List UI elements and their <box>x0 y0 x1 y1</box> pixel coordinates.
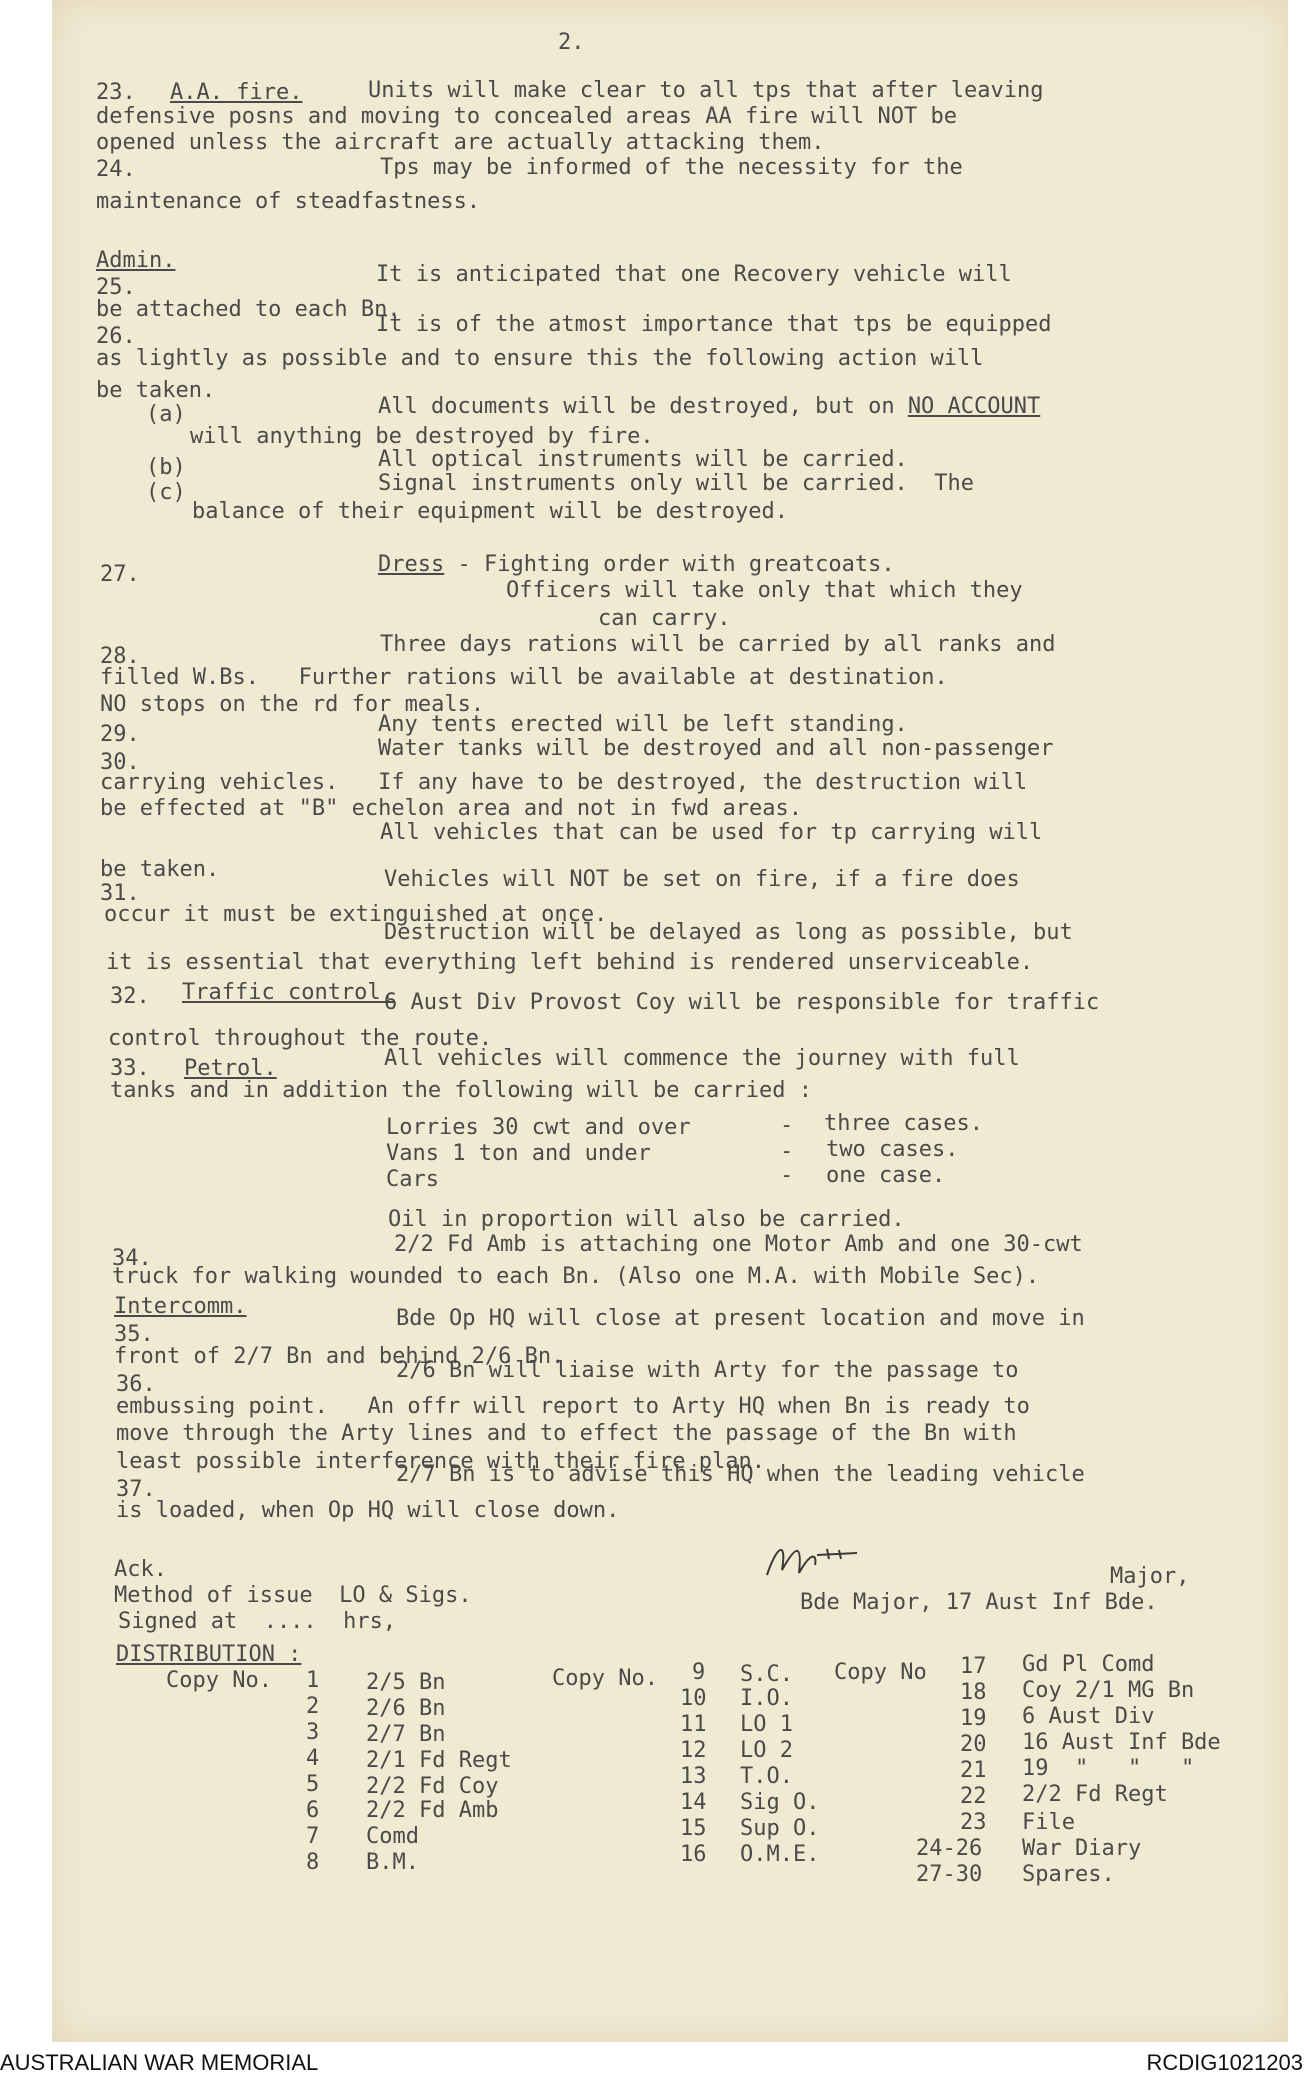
dist-c2-to-13: T.O. <box>740 1764 793 1789</box>
para-31-line-3: Destruction will be delayed as long as possible, but <box>384 920 1073 945</box>
dist-c2-to-11: LO 1 <box>740 1712 793 1737</box>
para-25-number: 25. <box>96 275 136 300</box>
para-35-line-1: Bde Op HQ will close at present location and move in <box>396 1306 1085 1331</box>
dist-c1-no-4: 4 <box>306 1746 320 1771</box>
dist-c3-to-24-26: War Diary <box>1022 1836 1142 1861</box>
dist-c3-no-19: 19 <box>960 1706 987 1731</box>
dist-c3-no-21: 21 <box>960 1758 987 1783</box>
dist-c2-to-10: I.O. <box>740 1686 793 1711</box>
para-30-line-4: All vehicles that can be used for tp carrying will <box>380 820 1043 845</box>
para-26b-label: (b) <box>146 455 186 480</box>
dist-c2-to-15: Sup O. <box>740 1816 820 1841</box>
para-26a-text: All documents will be destroyed, but on <box>378 394 908 419</box>
dist-c1-to-5: 2/2 Fd Coy <box>366 1774 499 1799</box>
dist-c3-to-21: 19 " " " <box>1022 1756 1195 1781</box>
para-28-line-2: filled W.Bs. Further rations will be available at destination. <box>100 665 948 690</box>
dist-c2-to-9: S.C. <box>740 1662 793 1687</box>
para-32-line-1: 6 Aust Div Provost Coy will be responsible for traffic <box>384 990 1100 1015</box>
dist-col3-label: Copy No <box>834 1660 927 1685</box>
para-26b-line-1: All optical instruments will be carried. <box>378 447 908 472</box>
distribution-heading: DISTRIBUTION : <box>116 1642 302 1667</box>
para-26c-label: (c) <box>146 480 186 505</box>
para-33-heading: Petrol. <box>184 1056 277 1081</box>
para-28-line-1: Three days rations will be carried by all ranks and <box>380 632 1056 657</box>
dist-c1-no-6: 6 <box>306 1798 320 1823</box>
dist-c3-no-22: 22 <box>960 1784 987 1809</box>
petrol-row-1-item: Lorries 30 cwt and over <box>386 1115 691 1140</box>
dist-c2-no-15: 15 <box>680 1816 707 1841</box>
para-29-number: 29. <box>100 722 140 747</box>
admin-heading: Admin. <box>96 248 176 273</box>
para-23-number: 23. <box>96 80 136 105</box>
petrol-row-2-dash: - <box>780 1139 794 1164</box>
dist-c1-to-6: 2/2 Fd Amb <box>366 1798 499 1823</box>
para-26-line-2: as lightly as possible and to ensure this the following action will <box>96 346 984 371</box>
para-26a-line-1 <box>378 394 1040 420</box>
para-37-line-2: is loaded, when Op HQ will close down. <box>116 1498 620 1523</box>
para-26a-emphasis: NO ACCOUNT <box>907 394 1041 419</box>
para-30-line-3: be effected at "B" echelon area and not in fwd areas. <box>100 796 802 821</box>
para-34-line-1: 2/2 Fd Amb is attaching one Motor Amb and one 30-cwt <box>394 1232 1083 1257</box>
footer-institution: AUSTRALIAN WAR MEMORIAL <box>0 2050 319 2075</box>
dist-c1-no-2: 2 <box>306 1694 320 1719</box>
intercomm-heading: Intercomm. <box>114 1294 247 1319</box>
dist-c1-to-2: 2/6 Bn <box>366 1696 446 1721</box>
dist-c1-no-1: 1 <box>306 1668 320 1693</box>
para-36-number: 36. <box>116 1372 156 1397</box>
petrol-row-3-dash: - <box>780 1163 794 1188</box>
dist-c1-no-7: 7 <box>306 1824 320 1849</box>
footer-identifier: RCDIG1021203 <box>1146 2050 1303 2075</box>
para-34-line-2: truck for walking wounded to each Bn. (Also one M.A. with Mobile Sec). <box>112 1264 1040 1289</box>
petrol-row-2-item: Vans 1 ton and under <box>386 1141 651 1166</box>
dist-c1-to-1: 2/5 Bn <box>366 1670 446 1695</box>
para-27-number: 27. <box>100 562 140 587</box>
dist-c2-no-16: 16 <box>680 1842 707 1867</box>
para-23-line-2: defensive posns and moving to concealed areas AA fire will NOT be <box>96 104 957 129</box>
para-32-number: 32. <box>110 984 150 1009</box>
para-33-oil: Oil in proportion will also be carried. <box>388 1207 905 1232</box>
para-26a-line-2: will anything be destroyed by fire. <box>190 424 654 449</box>
para-36-line-3: move through the Arty lines and to effect the passage of the Bn with <box>116 1421 1017 1446</box>
para-27-line-2: Officers will take only that which they <box>506 578 1023 603</box>
para-27-line-3: can carry. <box>598 606 731 631</box>
dist-c1-no-3: 3 <box>306 1720 320 1745</box>
para-35-line-2: front of 2/7 Bn and behind 2/6 Bn. <box>114 1344 565 1369</box>
dist-c3-to-22: 2/2 Fd Regt <box>1022 1782 1168 1807</box>
para-26c-line-1: Signal instruments only will be carried. The <box>378 471 975 496</box>
dist-c3-to-18: Coy 2/1 MG Bn <box>1022 1678 1195 1703</box>
dist-c3-no-17: 17 <box>960 1654 987 1679</box>
para-24-number: 24. <box>96 157 136 182</box>
para-30-number: 30. <box>100 750 140 775</box>
para-29-line-1: Any tents erected will be left standing. <box>378 712 908 737</box>
para-24-line-2: maintenance of steadfastness. <box>96 189 481 214</box>
petrol-row-1-qty: three cases. <box>824 1111 983 1136</box>
para-26-line-1: It is of the atmost importance that tps be equipped <box>376 312 1052 337</box>
para-23-heading: A.A. fire. <box>170 80 303 105</box>
method-of-issue: Method of issue LO & Sigs. <box>114 1583 472 1608</box>
dist-col2-label: Copy No. <box>552 1666 658 1691</box>
para-23-line-1: Units will make clear to all tps that after leaving <box>368 78 1044 103</box>
petrol-row-3-qty: one case. <box>826 1163 946 1188</box>
para-36-line-4: least possible interference with their fire plan. <box>116 1449 766 1474</box>
para-24-line-1: Tps may be informed of the necessity for the <box>380 155 963 180</box>
dist-c1-no-5: 5 <box>306 1772 320 1797</box>
dist-c1-to-8: B.M. <box>366 1850 419 1875</box>
dist-c3-to-27-30: Spares. <box>1022 1862 1115 1887</box>
para-26c-line-2: balance of their equipment will be destroyed. <box>192 499 789 524</box>
dist-c2-no-13: 13 <box>680 1764 707 1789</box>
dist-c2-no-14: 14 <box>680 1790 707 1815</box>
para-36-line-2: embussing point. An offr will report to Arty HQ when Bn is ready to <box>116 1394 1030 1419</box>
para-27-heading: Dress <box>378 552 445 577</box>
dist-c2-to-14: Sig O. <box>740 1790 820 1815</box>
dist-c2-no-11: 11 <box>680 1712 707 1737</box>
page-number: 2. <box>558 30 585 55</box>
para-33-line-2: tanks and in addition the following will be carried : <box>110 1078 812 1103</box>
para-32-line-2: control throughout the route. <box>108 1026 493 1051</box>
dist-c3-no-18: 18 <box>960 1680 987 1705</box>
para-26a-label: (a) <box>146 402 186 427</box>
para-26-line-3: be taken. <box>96 378 216 403</box>
para-23-line-3: opened unless the aircraft are actually attacking them. <box>96 130 825 155</box>
dist-c3-to-19: 6 Aust Div <box>1022 1704 1155 1729</box>
para-33-number: 33. <box>110 1056 150 1081</box>
signed-at: Signed at .... hrs, <box>118 1609 397 1634</box>
dist-c3-to-23: File <box>1022 1810 1075 1835</box>
ack-label: Ack. <box>114 1557 167 1582</box>
petrol-row-2-qty: two cases. <box>826 1137 959 1162</box>
dist-c3-to-17: Gd Pl Comd <box>1022 1652 1155 1677</box>
signatory-rank: Major, <box>1110 1564 1190 1589</box>
dist-c3-no-23: 23 <box>960 1810 987 1835</box>
para-36-line-1: 2/6 Bn will liaise with Arty for the passage to <box>396 1358 1019 1383</box>
dist-c3-to-20: 16 Aust Inf Bde <box>1022 1730 1221 1755</box>
dist-c2-no-10: 10 <box>680 1686 707 1711</box>
handwritten-signature <box>757 1535 867 1585</box>
dist-c3-no-20: 20 <box>960 1732 987 1757</box>
dist-col1-label: Copy No. <box>166 1668 272 1693</box>
dist-c1-to-7: Comd <box>366 1824 419 1849</box>
para-28-line-3: NO stops on the rd for meals. <box>100 692 485 717</box>
para-31-line-2: occur it must be extinguished at once. <box>104 902 608 927</box>
para-31-line-1: Vehicles will NOT be set on fire, if a fire does <box>384 867 1020 892</box>
para-31-number: 31. <box>100 881 140 906</box>
para-30-line-1: Water tanks will be destroyed and all non-passenger <box>378 736 1054 761</box>
signatory-title: Bde Major, 17 Aust Inf Bde. <box>800 1590 1158 1615</box>
dist-c2-no-9: 9 <box>692 1660 706 1685</box>
para-37-number: 37. <box>116 1477 156 1502</box>
para-25-line-1: It is anticipated that one Recovery vehicle will <box>376 262 1012 287</box>
dist-c1-no-8: 8 <box>306 1850 320 1875</box>
para-32-heading: Traffic control. <box>182 980 394 1005</box>
para-31-line-4: it is essential that everything left behind is rendered unserviceable. <box>106 950 1034 975</box>
para-30-line-2: carrying vehicles. If any have to be destroyed, the destruction will <box>100 770 1028 795</box>
dist-c1-to-3: 2/7 Bn <box>366 1722 446 1747</box>
para-35-number: 35. <box>114 1322 154 1347</box>
para-33-line-1: All vehicles will commence the journey with full <box>384 1046 1020 1071</box>
dist-c3-no-27-30: 27-30 <box>916 1862 983 1887</box>
para-37-line-1: 2/7 Bn is to advise this HQ when the leading vehicle <box>396 1462 1085 1487</box>
para-25-line-2: be attached to each Bn. <box>96 297 401 322</box>
para-34-number: 34. <box>112 1246 152 1271</box>
dist-c2-to-12: LO 2 <box>740 1738 793 1763</box>
dist-c2-no-12: 12 <box>680 1738 707 1763</box>
dist-c1-to-4: 2/1 Fd Regt <box>366 1748 512 1773</box>
dist-c3-no-24-26: 24-26 <box>916 1836 983 1861</box>
para-26-number: 26. <box>96 324 136 349</box>
dist-c2-to-16: O.M.E. <box>740 1842 820 1867</box>
para-27-text: - Fighting order with greatcoats. <box>444 552 895 577</box>
para-28-number: 28. <box>100 644 140 669</box>
para-30-line-5: be taken. <box>100 857 220 882</box>
para-27-line-1 <box>378 552 895 578</box>
petrol-row-1-dash: - <box>780 1113 794 1138</box>
petrol-row-3-item: Cars <box>386 1167 439 1192</box>
